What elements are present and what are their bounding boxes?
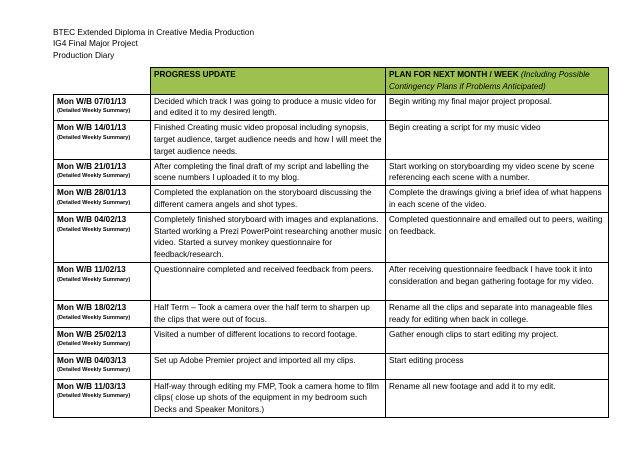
course-title: BTEC Extended Diploma in Creative Media Production [53,27,255,37]
summary-label: (Detailed Weekly Summary) [57,108,131,115]
plan-cell: Begin writing my final major project proposal. [386,94,609,121]
week-cell [54,379,151,417]
week-label: Mon W/B 11/02/13 [57,264,126,274]
diary-title: Production Diary [53,49,115,60]
progress-cell: Half-way through editing my FMP, Took a camera home to film clips( close up shots of the equipment in my bedroom such Decks and Speaker Monitors.) [151,379,386,417]
table-row [54,186,609,213]
progress-cell: Half Term – Took a camera over the half term to sharpen up the clips that were out of focus. [151,300,386,327]
plan-cell: Complete the drawings giving a brief idea of what happens in each scene of the video. [386,186,609,213]
week-cell [54,300,151,327]
table-header-row [54,68,609,95]
table-row [54,327,609,353]
plan-cell: Rename all new footage and add it to my edit. [386,379,609,417]
plan-cell: Rename all the clips and separate into manageable files ready for editing when back in college. [386,300,609,327]
project-title: IG4 Final Major Project [53,38,138,49]
week-label: Mon W/B 07/01/13 [57,96,127,106]
summary-label: (Detailed Weekly Summary) [57,226,131,233]
week-cell [54,94,151,121]
plan-cell: After receiving questionnaire feedback I have took it into consideration and began gathering footage for my video. [386,262,609,300]
plan-cell: Completed questionnaire and emailed out to peers, waiting on feedback. [386,212,609,262]
week-cell [54,212,151,262]
week-cell [54,353,151,379]
week-cell [54,159,151,186]
summary-label: (Detailed Weekly Summary) [57,367,131,374]
week-label: Mon W/B 14/01/13 [57,123,127,133]
document-header [53,27,254,61]
week-label: Mon W/B 11/03/13 [57,381,126,391]
progress-update-header: PROGRESS UPDATE [151,68,386,95]
progress-cell: Decided which track I was going to produce a music video for and edited it to my desired length. [151,94,386,121]
progress-cell: Finished Creating music video proposal including synopsis, target audience, target audience needs and how I will meet the target audience needs. [151,121,386,159]
week-label: Mon W/B 21/01/13 [57,161,127,171]
plan-header-title: PLAN FOR NEXT MONTH / WEEK [389,70,519,79]
week-label: Mon W/B 04/02/13 [57,214,127,224]
plan-cell: Start editing process [386,353,609,379]
plan-cell: Begin creating a script for my music video [386,121,609,159]
summary-label: (Detailed Weekly Summary) [57,199,131,206]
week-cell [54,186,151,213]
table-row [54,379,609,417]
summary-label: (Detailed Weekly Summary) [57,393,131,400]
week-label: Mon W/B 04/03/13 [57,355,127,365]
table-row [54,121,609,159]
plan-header-note: (Including Possible Contingency Plans if Problems Anticipated) [389,70,590,91]
week-cell [54,327,151,353]
summary-label: (Detailed Weekly Summary) [57,276,131,283]
plan-cell: Gather enough clips to start editing my project. [386,327,609,353]
progress-cell: After completing the final draft of my script and labelling the scene numbers I uploaded it to my blog. [151,159,386,186]
week-label: Mon W/B 28/01/13 [57,188,127,198]
table-row [54,159,609,186]
week-cell [54,262,151,300]
week-label: Mon W/B 18/02/13 [57,302,127,312]
table-row [54,94,609,121]
production-diary-table [53,67,609,418]
header-blank-cell [54,68,151,95]
week-cell [54,121,151,159]
table-row [54,300,609,327]
plan-header [386,68,609,95]
plan-cell: Start working on storyboarding my video scene by scene referencing each scene with a number. [386,159,609,186]
progress-cell: Completed the explanation on the storyboard discussing the different camera angels and shot types. [151,186,386,213]
summary-label: (Detailed Weekly Summary) [57,173,131,180]
progress-cell: Completely finished storyboard with images and explanations. Started working a Prezi PowerPoint researching another music video. Started a survey monkey questionnaire for feedback/research. [151,212,386,262]
table-row [54,212,609,262]
table-row [54,262,609,300]
progress-cell: Questionnaire completed and received feedback from peers. [151,262,386,300]
summary-label: (Detailed Weekly Summary) [57,341,131,348]
progress-cell: Set up Adobe Premier project and imported all my clips. [151,353,386,379]
summary-label: (Detailed Weekly Summary) [57,314,131,321]
table-row [54,353,609,379]
summary-label: (Detailed Weekly Summary) [57,134,131,141]
progress-cell: Visited a number of different locations to record footage. [151,327,386,353]
week-label: Mon W/B 25/02/13 [57,329,127,339]
